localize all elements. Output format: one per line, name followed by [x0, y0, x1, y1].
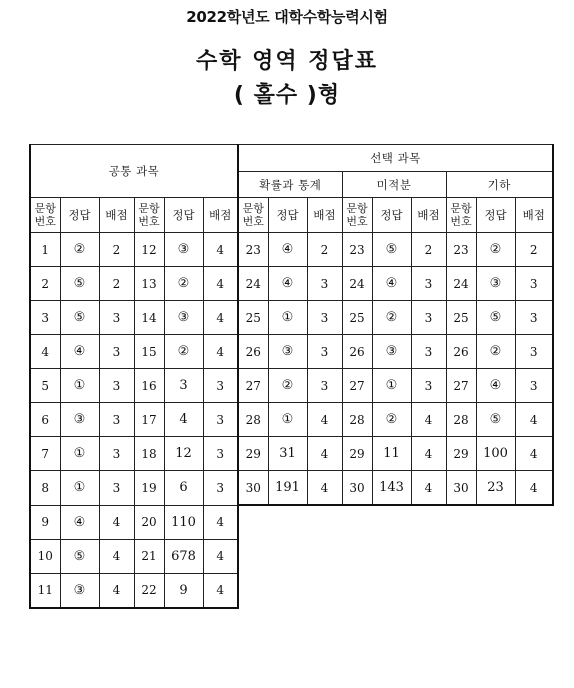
question-number-label-line2: 번호 [242, 215, 264, 228]
common-answer-cell: 678 [164, 539, 203, 573]
common-question-number-cell: 7 [30, 437, 60, 471]
common-question-number-cell: 9 [30, 505, 60, 539]
common-question-number-cell: 10 [30, 539, 60, 573]
common-points-cell: 4 [203, 539, 238, 573]
calculus-question-number-cell: 29 [342, 437, 372, 471]
answer-table [29, 144, 554, 609]
calculus-header [342, 172, 446, 198]
calculus-question-number-cell: 27 [342, 369, 372, 403]
common-points-cell: 4 [99, 573, 134, 608]
common-subject-header [30, 145, 238, 198]
common-answer-cell: ⑤ [60, 301, 99, 335]
calculus-question-number-cell: 26 [342, 335, 372, 369]
common-answer-cell: ① [60, 369, 99, 403]
common-question-number-cell: 18 [134, 437, 164, 471]
probability-answer-cell: ③ [268, 335, 307, 369]
common-question-number-cell: 17 [134, 403, 164, 437]
geometry-answer-cell: ④ [476, 369, 515, 403]
probability-points-cell: 3 [307, 335, 342, 369]
common-answer-cell: 4 [164, 403, 203, 437]
points-label: 배점 [411, 198, 446, 233]
common-answer-cell: ⑤ [60, 267, 99, 301]
common-answer-cell: 110 [164, 505, 203, 539]
geometry-question-number-cell: 23 [446, 233, 476, 267]
common-question-number-cell: 4 [30, 335, 60, 369]
table-row [30, 267, 553, 301]
table-row [30, 301, 553, 335]
calculus-question-number-cell: 30 [342, 471, 372, 506]
common-question-number-cell: 6 [30, 403, 60, 437]
table-row [30, 471, 553, 506]
table-row [30, 369, 553, 403]
calculus-question-number-cell: 23 [342, 233, 372, 267]
answer-label: 정답 [476, 198, 515, 233]
question-number-label [238, 198, 268, 233]
common-question-number-cell: 21 [134, 539, 164, 573]
question-number-label [134, 198, 164, 233]
common-points-cell: 4 [99, 505, 134, 539]
geometry-question-number-cell: 24 [446, 267, 476, 301]
common-question-number-cell: 2 [30, 267, 60, 301]
geometry-question-number-cell: 28 [446, 403, 476, 437]
geometry-points-cell: 4 [515, 403, 553, 437]
probability-question-number-cell: 28 [238, 403, 268, 437]
common-question-number-cell: 1 [30, 233, 60, 267]
common-answer-cell: 6 [164, 471, 203, 506]
common-answer-cell: ② [164, 267, 203, 301]
elective-subject-label: 선택 과목 [370, 151, 421, 165]
column-label-row [30, 198, 553, 233]
common-answer-cell: 12 [164, 437, 203, 471]
common-answer-cell: ③ [164, 233, 203, 267]
common-subject-label: 공통 과목 [108, 164, 160, 178]
common-answer-cell: ③ [60, 403, 99, 437]
probability-points-cell: 3 [307, 301, 342, 335]
probability-points-cell: 4 [307, 437, 342, 471]
calculus-answer-cell: ④ [372, 267, 411, 301]
calculus-question-number-cell: 25 [342, 301, 372, 335]
question-number-label-line2: 번호 [346, 215, 368, 228]
probability-answer-cell: 31 [268, 437, 307, 471]
calculus-answer-cell: ③ [372, 335, 411, 369]
geometry-question-number-cell: 30 [446, 471, 476, 506]
answer-label: 정답 [372, 198, 411, 233]
common-question-number-cell: 13 [134, 267, 164, 301]
geometry-points-cell: 3 [515, 369, 553, 403]
common-points-cell: 4 [99, 539, 134, 573]
empty-area [238, 539, 553, 573]
geometry-answer-cell: ⑤ [476, 301, 515, 335]
probability-answer-cell: ① [268, 301, 307, 335]
geometry-points-cell: 3 [515, 267, 553, 301]
calculus-points-cell: 3 [411, 335, 446, 369]
probability-question-number-cell: 29 [238, 437, 268, 471]
answer-label: 정답 [60, 198, 99, 233]
answer-label: 정답 [268, 198, 307, 233]
probability-answer-cell: ④ [268, 267, 307, 301]
geometry-answer-cell: 100 [476, 437, 515, 471]
question-number-label-line2: 번호 [138, 215, 160, 228]
common-answer-cell: ② [60, 233, 99, 267]
probability-question-number-cell: 27 [238, 369, 268, 403]
common-points-cell: 4 [203, 267, 238, 301]
common-answer-cell: 9 [164, 573, 203, 608]
calculus-points-cell: 2 [411, 233, 446, 267]
common-answer-cell: ① [60, 471, 99, 506]
calculus-answer-cell: ② [372, 301, 411, 335]
calculus-answer-cell: ⑤ [372, 233, 411, 267]
common-answer-cell: ③ [164, 301, 203, 335]
form-type: ( 홀수 )형 [233, 83, 341, 108]
question-number-label-line2: 번호 [450, 215, 472, 228]
empty-area [238, 573, 553, 608]
probability-points-cell: 2 [307, 233, 342, 267]
question-number-label-line2: 번호 [34, 215, 56, 228]
geometry-question-number-cell: 25 [446, 301, 476, 335]
question-number-label-line1: 문항 [242, 202, 264, 215]
common-answer-cell: 3 [164, 369, 203, 403]
calculus-answer-cell: ① [372, 369, 411, 403]
probability-answer-cell: ① [268, 403, 307, 437]
geometry-answer-cell: ③ [476, 267, 515, 301]
common-question-number-cell: 15 [134, 335, 164, 369]
geometry-answer-cell: ② [476, 335, 515, 369]
probability-points-cell: 4 [307, 471, 342, 506]
question-number-label-line1: 문항 [138, 202, 160, 215]
table-row [30, 539, 553, 573]
common-points-cell: 2 [99, 233, 134, 267]
calculus-answer-cell: 143 [372, 471, 411, 506]
empty-area [238, 505, 553, 539]
common-points-cell: 3 [99, 301, 134, 335]
table-row [30, 505, 553, 539]
calculus-answer-cell: ② [372, 403, 411, 437]
common-points-cell: 3 [99, 437, 134, 471]
geometry-answer-cell: 23 [476, 471, 515, 506]
geometry-points-cell: 3 [515, 301, 553, 335]
probability-points-cell: 3 [307, 369, 342, 403]
elective-subject-header [238, 145, 553, 172]
common-points-cell: 4 [203, 505, 238, 539]
common-answer-cell: ⑤ [60, 539, 99, 573]
common-answer-cell: ② [164, 335, 203, 369]
common-points-cell: 3 [99, 471, 134, 506]
common-points-cell: 3 [203, 471, 238, 506]
common-question-number-cell: 12 [134, 233, 164, 267]
calculus-points-cell: 3 [411, 369, 446, 403]
probability-question-number-cell: 23 [238, 233, 268, 267]
geometry-answer-cell: ② [476, 233, 515, 267]
sheet-title: 수학 영역 정답표 [195, 49, 379, 74]
common-answer-cell: ④ [60, 335, 99, 369]
points-label: 배점 [307, 198, 342, 233]
question-number-label-line1: 문항 [450, 202, 472, 215]
table-row [30, 335, 553, 369]
question-number-label [30, 198, 60, 233]
common-question-number-cell: 5 [30, 369, 60, 403]
common-answer-cell: ① [60, 437, 99, 471]
probability-answer-cell: 191 [268, 471, 307, 506]
table-row [30, 233, 553, 267]
common-points-cell: 3 [203, 369, 238, 403]
common-points-cell: 3 [203, 403, 238, 437]
common-points-cell: 3 [99, 335, 134, 369]
geometry-points-cell: 4 [515, 471, 553, 506]
calculus-points-cell: 3 [411, 301, 446, 335]
calculus-question-number-cell: 24 [342, 267, 372, 301]
common-question-number-cell: 3 [30, 301, 60, 335]
calculus-question-number-cell: 28 [342, 403, 372, 437]
common-points-cell: 3 [99, 403, 134, 437]
question-number-label-line1: 문항 [34, 202, 56, 215]
probability-points-cell: 3 [307, 267, 342, 301]
points-label: 배점 [203, 198, 238, 233]
common-points-cell: 2 [99, 267, 134, 301]
table-row [30, 437, 553, 471]
probability-question-number-cell: 25 [238, 301, 268, 335]
geometry-question-number-cell: 26 [446, 335, 476, 369]
question-number-label-line1: 문항 [346, 202, 368, 215]
answer-label: 정답 [164, 198, 203, 233]
common-question-number-cell: 11 [30, 573, 60, 608]
calculus-points-cell: 4 [411, 403, 446, 437]
probability-question-number-cell: 30 [238, 471, 268, 506]
probability-answer-cell: ② [268, 369, 307, 403]
probability-header [238, 172, 342, 198]
probability-answer-cell: ④ [268, 233, 307, 267]
common-points-cell: 4 [203, 233, 238, 267]
calculus-points-cell: 4 [411, 437, 446, 471]
common-points-cell: 4 [203, 301, 238, 335]
question-number-label [342, 198, 372, 233]
question-number-label [446, 198, 476, 233]
common-points-cell: 3 [99, 369, 134, 403]
table-row [30, 403, 553, 437]
probability-label: 확률과 통계 [259, 177, 322, 192]
common-answer-cell: ③ [60, 573, 99, 608]
common-answer-cell: ④ [60, 505, 99, 539]
common-question-number-cell: 20 [134, 505, 164, 539]
probability-points-cell: 4 [307, 403, 342, 437]
calculus-answer-cell: 11 [372, 437, 411, 471]
calculus-label: 미적분 [376, 177, 412, 192]
common-points-cell: 4 [203, 573, 238, 608]
common-points-cell: 4 [203, 335, 238, 369]
geometry-points-cell: 3 [515, 335, 553, 369]
geometry-answer-cell: ⑤ [476, 403, 515, 437]
points-label: 배점 [515, 198, 553, 233]
exam-title: 2022학년도 대학수학능력시험 [186, 8, 388, 26]
common-points-cell: 3 [203, 437, 238, 471]
geometry-question-number-cell: 27 [446, 369, 476, 403]
geometry-header [446, 172, 553, 198]
geometry-question-number-cell: 29 [446, 437, 476, 471]
probability-question-number-cell: 26 [238, 335, 268, 369]
geometry-label: 기하 [487, 177, 511, 192]
common-question-number-cell: 19 [134, 471, 164, 506]
probability-question-number-cell: 24 [238, 267, 268, 301]
common-question-number-cell: 14 [134, 301, 164, 335]
common-question-number-cell: 22 [134, 573, 164, 608]
common-question-number-cell: 8 [30, 471, 60, 506]
geometry-points-cell: 4 [515, 437, 553, 471]
common-question-number-cell: 16 [134, 369, 164, 403]
geometry-points-cell: 2 [515, 233, 553, 267]
calculus-points-cell: 3 [411, 267, 446, 301]
table-row [30, 573, 553, 608]
calculus-points-cell: 4 [411, 471, 446, 506]
points-label: 배점 [99, 198, 134, 233]
